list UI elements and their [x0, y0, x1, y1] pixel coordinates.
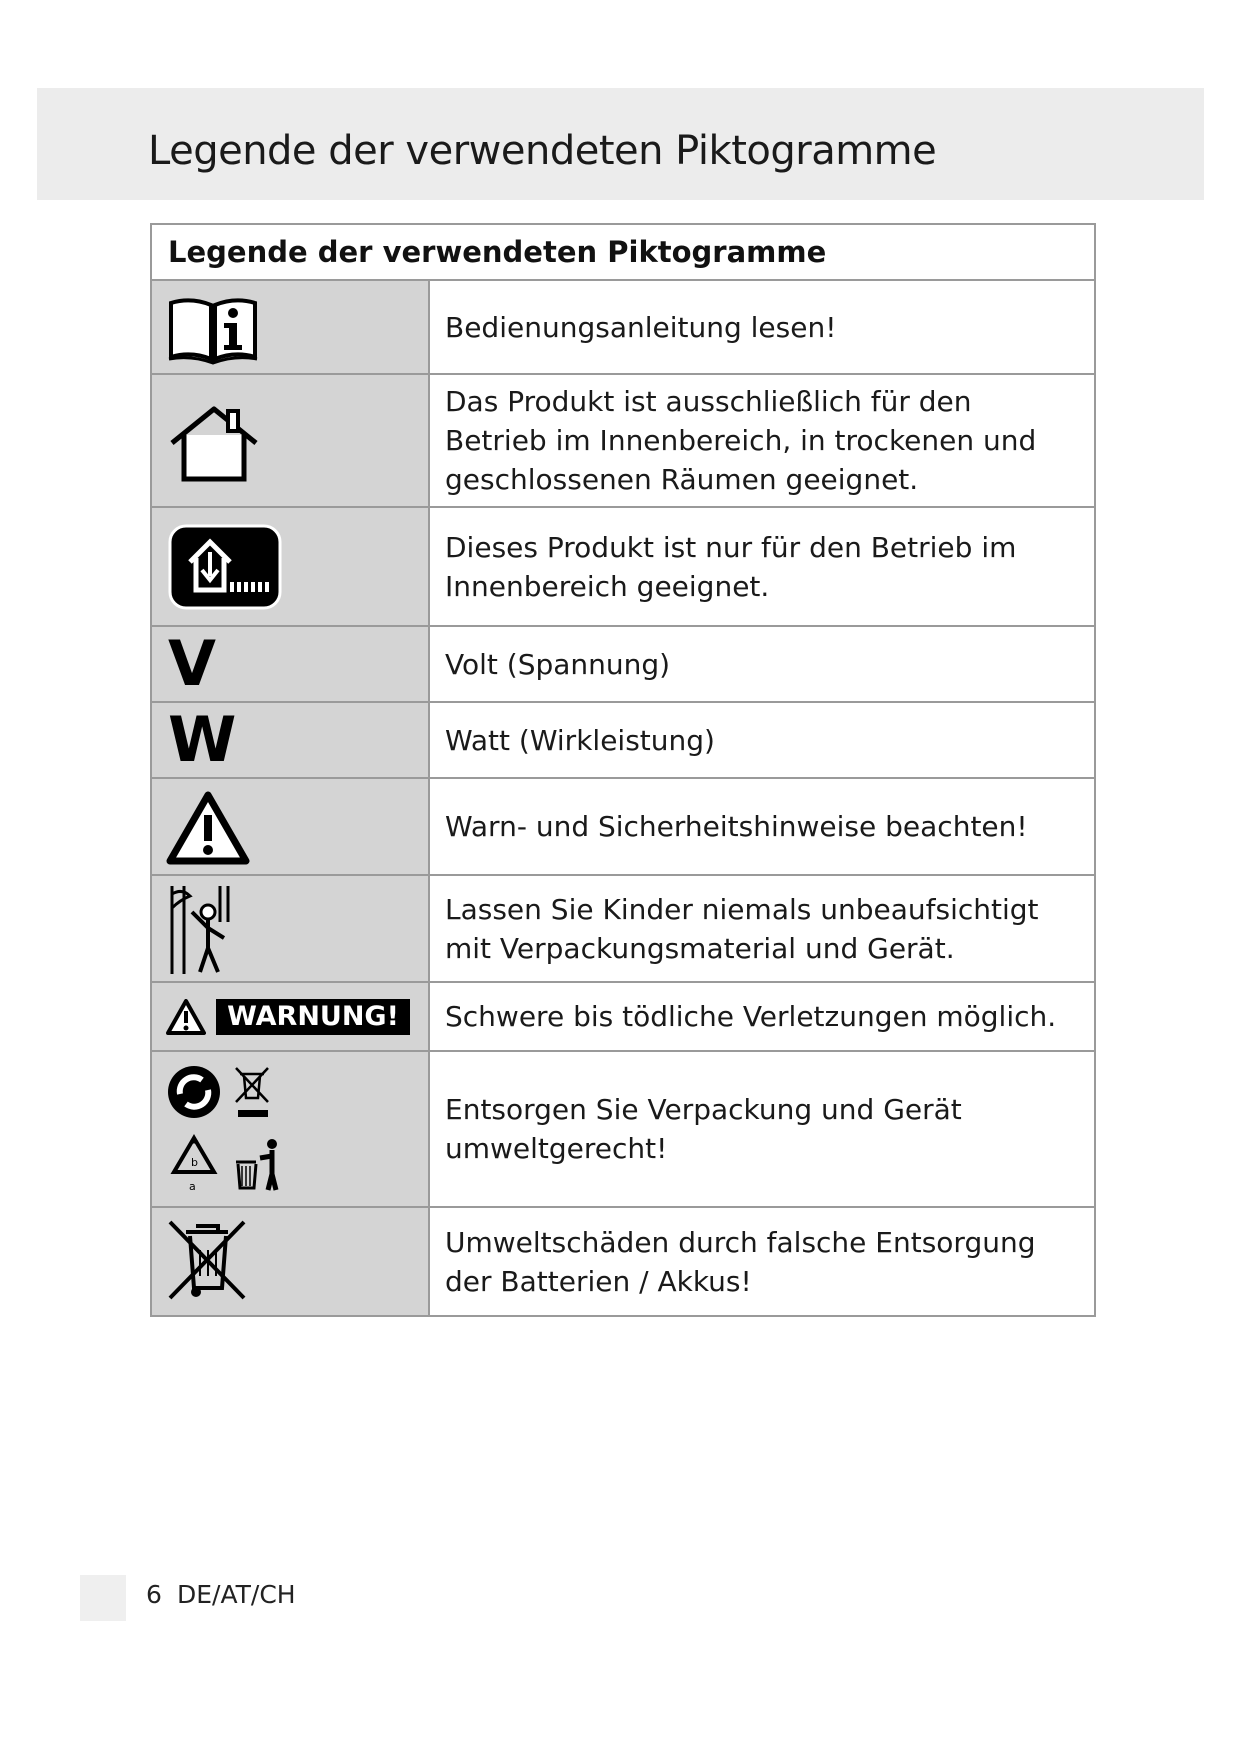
row-text: Schwere bis tödliche Verletzungen möglich.: [430, 983, 1094, 1050]
warnung-label-icon: WARNUNG!: [216, 999, 410, 1035]
row-text: Lassen Sie Kinder niemals unbeaufsichtigt mit Verpackungsmaterial und Gerät.: [430, 876, 1094, 981]
volt-icon: V: [168, 627, 216, 700]
warning-triangle-icon: [166, 791, 250, 865]
table-row: [152, 876, 1094, 983]
table-row: [152, 508, 1094, 627]
watt-icon: W: [168, 703, 237, 776]
table-row: [152, 1208, 1094, 1315]
table-row: [152, 983, 1094, 1052]
row-text: Watt (Wirkleistung): [430, 703, 1094, 777]
row-text: Das Produkt ist ausschließlich für den Betrieb im Innenbereich, in trockenen und geschlossenen Räumen geeignet.: [430, 375, 1094, 506]
table-row: [152, 703, 1094, 779]
page-number: 6: [146, 1580, 162, 1609]
row-text: Umweltschäden durch falsche Entsorgung der Batterien / Akkus!: [430, 1208, 1094, 1315]
indoor-use-icon: [168, 524, 282, 610]
table-heading: Legende der verwendeten Piktogramme: [152, 225, 1094, 281]
svg-text:a: a: [189, 1180, 196, 1193]
table-row: [152, 779, 1094, 876]
row-text: Bedienungsanleitung lesen!: [430, 281, 1094, 373]
house-icon: [166, 403, 262, 485]
row-text: Entsorgen Sie Verpackung und Gerät umweltgerecht!: [430, 1052, 1094, 1206]
table-row: [152, 627, 1094, 703]
row-text: Warn- und Sicherheitshinweise beachten!: [430, 779, 1094, 874]
footer-marker: [80, 1575, 126, 1621]
disposal-symbols-icon: [166, 1062, 286, 1202]
page-title: Legende der verwendeten Piktogramme: [148, 128, 937, 174]
child-packaging-icon: [168, 882, 234, 978]
manual-info-icon: [167, 295, 259, 365]
row-text: Dieses Produkt ist nur für den Betrieb im Innenbereich geeignet.: [430, 508, 1094, 625]
page-region: DE/AT/CH: [177, 1580, 296, 1609]
pictogram-legend-table: [150, 223, 1096, 1317]
svg-text:b: b: [191, 1156, 198, 1169]
table-row: [152, 1052, 1094, 1208]
table-row: [152, 281, 1094, 375]
table-row: [152, 375, 1094, 508]
crossed-bin-icon: [166, 1218, 248, 1302]
row-text: Volt (Spannung): [430, 627, 1094, 701]
warning-small-triangle-icon: [166, 999, 206, 1035]
